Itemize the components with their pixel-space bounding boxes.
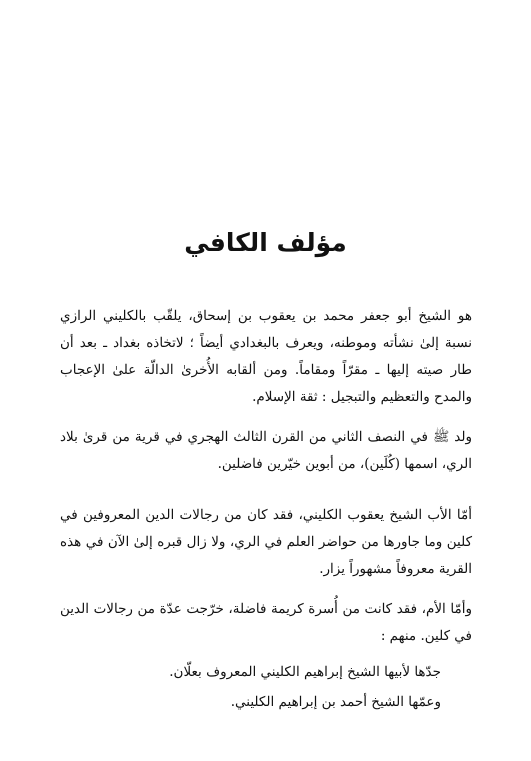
paragraph-birth: ولد ﷺ في النصف الثاني من القرن الثالث الهجري في قرية من قرىٰ بلاد الري، اسمها (كُلَين)، من أبوين خيّرين فاضلين. [60, 429, 472, 472]
paragraph-father: أمّا الأب الشيخ يعقوب الكليني، فقد كان من رجالات الدين المعروفين في كلين وما جاورها من حواضر العلم في الري، ولا زال قبره إلىٰ الآن في هذه القرية معروفاً مشهوراً يزار. [60, 507, 472, 577]
list-item: وعمّها الشيخ أحمد بن إبراهيم الكليني. [230, 694, 441, 710]
chapter-title: مؤلف الكافي [184, 228, 347, 257]
paragraph-mother: وأمّا الأم، فقد كانت من أُسرة كريمة فاضلة، خرّجت عدّة من رجالات الدين في كلين. منهم : [60, 601, 472, 644]
list-item: جدّها لأبيها الشيخ إبراهيم الكليني المعروف بعلّان. [169, 664, 441, 680]
paragraph-author-intro: هو الشيخ أبو جعفر محمد بن يعقوب بن إسحاق، يلقّب بالكليني الرازي نسبة إلىٰ نشأته وموطنه، ويعرف بالبغدادي أيضاً ؛ لاتخاذه بغداد ـ بعد أن طار صيته إليها ـ مقرّاً ومقاماً. ومن ألقابه الأُخرىٰ الدالّة علىٰ الإعجاب والمدح والتعظيم والتبجيل : ثقة الإسلام. [60, 308, 472, 405]
